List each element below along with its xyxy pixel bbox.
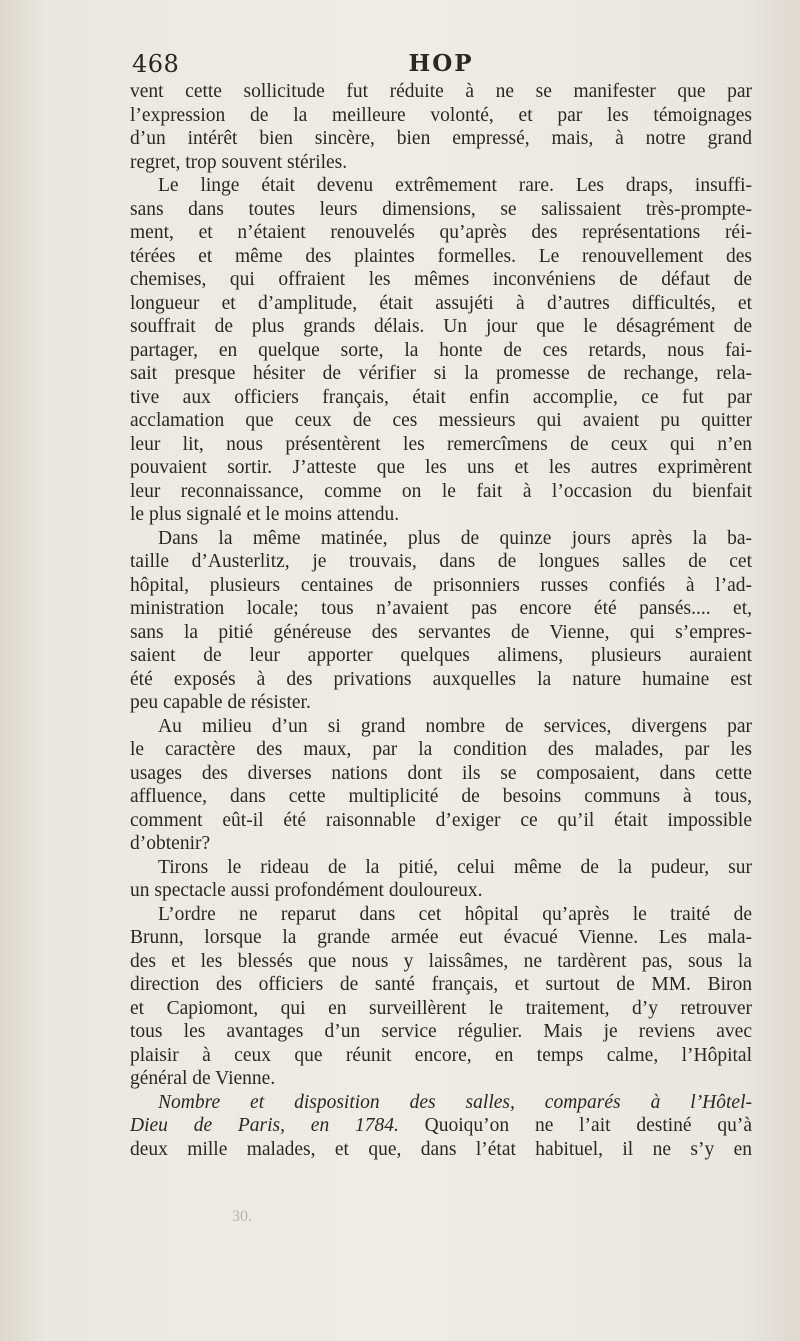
text-line: l’expression de la meilleure volonté, et par les témoignages <box>130 104 752 126</box>
roman-text: Quoiqu’on ne l’ait destiné qu’à <box>398 1115 752 1136</box>
text-line: longueur et d’amplitude, était assujéti à d’autres difficultés, et <box>130 292 752 314</box>
text-line: ministration locale; tous n’avaient pas encore été pansés.... et, <box>130 598 752 619</box>
text-line: Brunn, lorsque la grande armée eut évacué Vienne. Les mala- <box>130 927 752 948</box>
body-text <box>130 80 752 1161</box>
text-line: été exposés à des privations auxquelles la nature humaine est <box>130 668 752 690</box>
text-line: comment eût-il été raisonnable d’exiger ce qu’il était impossible <box>130 809 752 831</box>
text-line: d’un intérêt bien sincère, bien empressé, mais, à notre grand <box>130 128 752 149</box>
text-line: des et les blessés que nous y laissâmes, ne tardèrent pas, sous la <box>130 950 752 972</box>
page-number: 468 <box>132 50 180 78</box>
text-line: L’ordre ne reparut dans cet hôpital qu’après le traité de <box>158 903 752 925</box>
text-line: taille d’Austerlitz, je trouvais, dans de longues salles de cet <box>130 551 752 572</box>
text-line <box>130 1138 752 1162</box>
text-line: leur lit, nous présentèrent les remercîmens de ceux qui n’en <box>130 433 752 455</box>
text-line: tive aux officiers français, était enfin accomplie, ce fut par <box>130 386 752 408</box>
page-header <box>130 48 752 80</box>
signature-mark: 30. <box>232 1208 252 1225</box>
text-line: hôpital, plusieurs centaines de prisonniers russes confiés à l’ad- <box>130 574 752 596</box>
text-line: peu capable de résister. <box>130 692 311 713</box>
text-line: leur reconnaissance, comme on le fait à l’occasion du bienfait <box>130 480 752 502</box>
text-line: partager, en quelque sorte, la honte de ces retards, nous fai- <box>130 339 752 361</box>
text-line: regret, trop souvent stériles. <box>130 151 348 173</box>
text-line: souffrait de plus grands délais. Un jour que le désagrément de <box>130 316 752 337</box>
text-line: général de Vienne. <box>130 1068 276 1089</box>
italic-heading: Dieu de Paris, en 1784. <box>130 1115 399 1136</box>
text-line: térées et même des plaintes formelles. Le renouvellement des <box>130 245 752 267</box>
text-line <box>130 1114 752 1138</box>
text-line: sait presque hésiter de vérifier si la promesse de rechange, rela- <box>130 363 752 384</box>
text-line: pouvaient sortir. J’atteste que les uns et les autres exprimèrent <box>130 457 752 478</box>
text-line: ment, et n’étaient renouvelés qu’après des représentations réi- <box>130 222 752 243</box>
roman-text: deux mille malades, et que, dans l’état habituel, il ne s’y en <box>130 1138 752 1160</box>
text-line: chemises, qui offraient les mêmes inconvéniens de défaut de <box>130 269 752 290</box>
text-line: direction des officiers de santé français, et surtout de MM. Biron <box>130 974 752 995</box>
text-line: sans la pitié généreuse des servantes de Vienne, qui s’empres- <box>130 621 752 643</box>
text-line: usages des diverses nations dont ils se composaient, dans cette <box>130 762 752 784</box>
text-line: saient de leur apporter quelques alimens, plusieurs auraient <box>130 645 752 666</box>
text-line: sans dans toutes leurs dimensions, se salissaient très-prompte- <box>130 198 752 220</box>
text-line: le caractère des maux, par la condition des malades, par les <box>130 739 752 760</box>
text-line: le plus signalé et le moins attendu. <box>130 504 400 525</box>
text-line: d’obtenir? <box>130 833 211 854</box>
text-line: affluence, dans cette multiplicité de besoins communs à tous, <box>130 786 752 807</box>
text-line: tous les avantages d’un service régulier. Mais je reviens avec <box>130 1021 752 1042</box>
text-line: acclamation que ceux de ces messieurs qui avaient pu quitter <box>130 410 752 431</box>
text-line: Dans la même matinée, plus de quinze jours après la ba- <box>158 527 752 549</box>
text-line: plaisir à ceux que réunit encore, en temps calme, l’Hôpital <box>130 1044 752 1066</box>
text-line: Le linge était devenu extrêmement rare. Les draps, insuffi- <box>158 175 752 196</box>
text-line: Au milieu d’un si grand nombre de services, divergens par <box>158 715 752 737</box>
italic-heading: Nombre et disposition des salles, comparés à l’Hôtel- <box>158 1091 752 1113</box>
text-line: vent cette sollicitude fut réduite à ne se manifester que par <box>130 81 752 102</box>
text-line: Tirons le rideau de la pitié, celui même de la pudeur, sur <box>158 856 752 878</box>
text-line <box>130 1091 752 1115</box>
running-head: HOP <box>408 50 474 77</box>
text-line: et Capiomont, qui en surveillèrent le traitement, d’y retrouver <box>130 997 752 1019</box>
text-line: un spectacle aussi profondément douloureux. <box>130 880 483 901</box>
